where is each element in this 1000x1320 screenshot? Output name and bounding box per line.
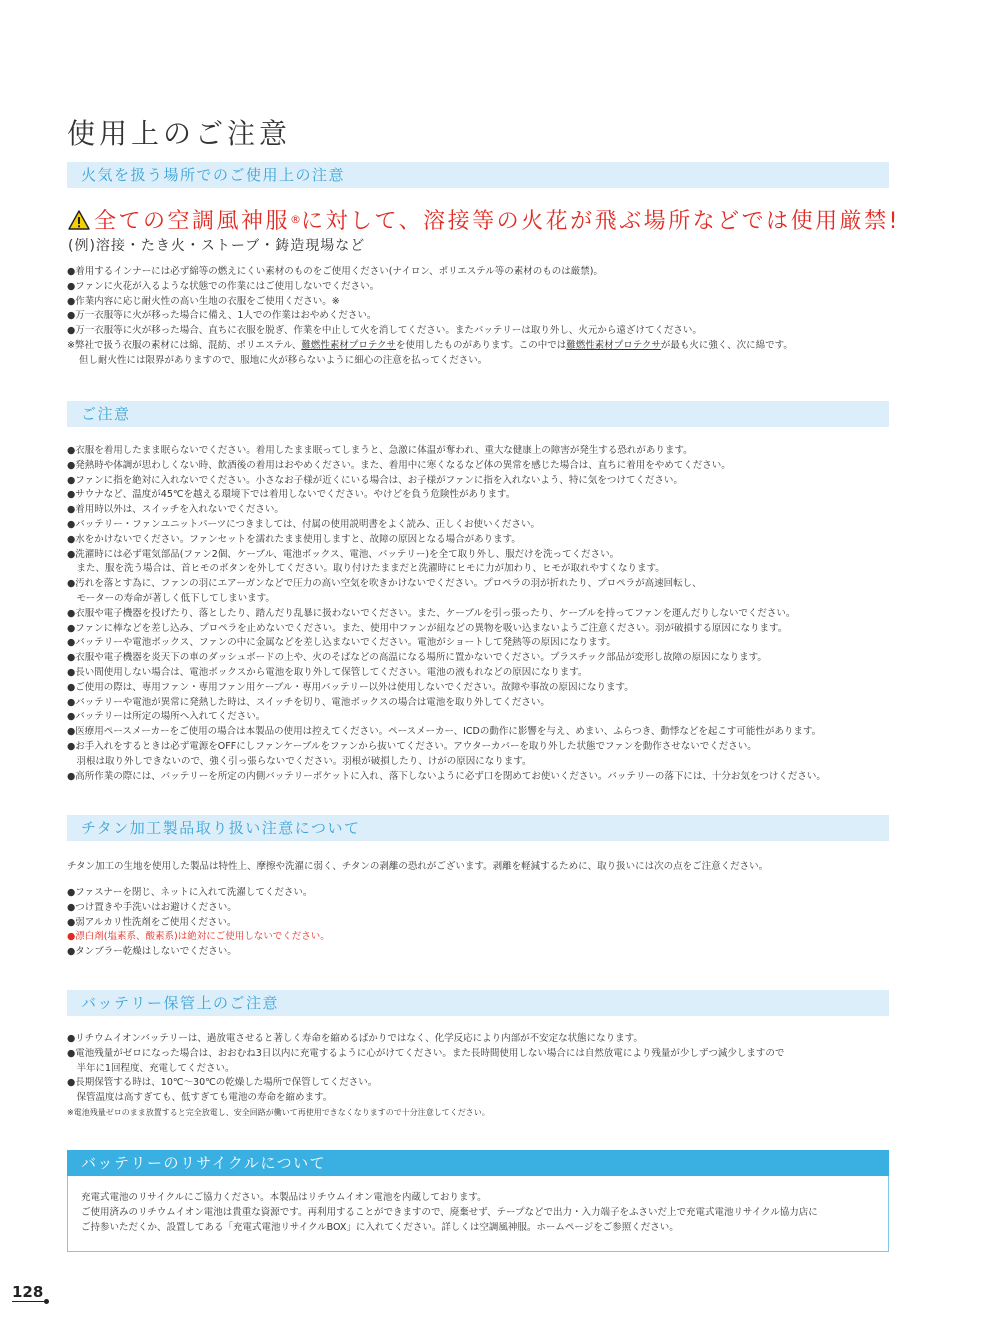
titanium-intro: チタン加工の生地を使用した製品は特性上、摩擦や洗濯に弱く、チタンの剥離の恐れがございます。剥離を軽減するために、取り扱いには次の点をご注意ください。 <box>67 861 769 872</box>
section-heading-recycle: バッテリーのリサイクルについて <box>67 1150 889 1176</box>
list-item: ●お手入れをするときは必ず電源をOFFにしファンケーブルをファンから抜いてください。アウターカバーを取り外した状態でファンを動作させないでください。 <box>67 740 757 752</box>
recycle-line: ご使用済みのリチウムイオン電池は貴重な資源です。再利用することができますので、廃棄せず、テープなどで出力・入力端子をふさいだ上で充電式電池リサイクル協力店に <box>81 1207 818 1219</box>
list-item: 羽根は取り外しできないので、強く引っ張らないでください。羽根が破損したり、けがの原因になります。 <box>67 755 532 767</box>
list-item: モーターの寿命が著しく低下してしまいます。 <box>67 592 275 604</box>
recycle-line: ご持参いただくか、設置してある「充電式電池リサイクルBOX」に入れてください。詳しくは空調風神服。ホームページをご参照ください。 <box>81 1222 679 1234</box>
section-heading-titanium: チタン加工製品取り扱い注意について <box>67 815 889 841</box>
list-item: ●着用時以外は、スイッチを入れないでください。 <box>67 504 284 516</box>
note-text: が最も火に強く、次に綿です。 <box>660 339 793 351</box>
battery-list <box>67 1032 902 1121</box>
warning-text-post: に対して、溶接等の火花が飛ぶ場所などでは使用厳禁! <box>301 209 900 234</box>
battery-note: ※電池残量ゼロのまま放置すると完全放電し、安全回路が働いて再使用できなくなりますので十分注意してください。 <box>67 1107 490 1117</box>
fire-list <box>67 265 902 369</box>
list-item-bleach-warning: ●漂白剤(塩素系、酸素系)は絶対にご使用しないでください。 <box>67 931 330 943</box>
fire-example: (例)溶接・たき火・ストーブ・鋳造現場など <box>68 238 366 254</box>
list-item: ●高所作業の際には、バッテリーを所定の内側バッテリーポケットに入れ、落下しないように必ず口を閉めてお使いください。バッテリーの落下には、十分お気をつけください。 <box>67 770 826 782</box>
list-item: ●水をかけないでください。ファンセットを濡れたまま使用しますと、故障の原因となる場合があります。 <box>67 533 521 545</box>
list-item: ●作業内容に応じ耐火性の高い生地の衣服をご使用ください。※ <box>67 295 340 307</box>
list-item: ●サウナなど、温度が45℃を越える環境下では着用しないでください。やけどを負う危険性があります。 <box>67 489 516 501</box>
list-item: 半年に1回程度、充電してください。 <box>67 1062 235 1074</box>
list-item: ●ファンに指を絶対に入れないでください。小さなお子様が近くにいる場合は、お子様がファンに指を入れないよう、特に気をつけてください。 <box>67 474 683 486</box>
page-title: 使用上のご注意 <box>67 117 292 150</box>
list-item: 但し耐火性には限界がありますので、服地に火が移らないように細心の注意を払ってください。 <box>79 354 488 366</box>
list-item: ●洗濯時には必ず電気部品(ファン2個、ケーブル、電池ボックス、電池、バッテリー)を全て取り外し、服だけを洗ってください。 <box>67 548 620 560</box>
list-item: ●ファンに棒などを差し込み、プロペラを止めないでください。また、使用中ファンが紐などの異物を吸い込まないようご注意ください。羽が破損する原因になります。 <box>67 622 788 634</box>
warning-triangle-icon <box>68 210 90 230</box>
list-item: ●衣服や電子機器を投げたり、落としたり、踏んだり乱暴に扱わないでください。また、ケーブルを引っ張ったり、ケーブルを持ってファンを運んだりしないでください。 <box>67 607 796 619</box>
list-item: また、服を洗う場合は、首ヒモのボタンを外してください。取り付けたままだと洗濯時にヒモに力が加わり、ヒモが取れやすくなります。 <box>67 563 665 575</box>
list-item: ●ご使用の際は、専用ファン・専用ファン用ケーブル・専用バッテリー以外は使用しないでください。故障や事故の原因になります。 <box>67 681 634 693</box>
list-item: ●弱アルカリ性洗剤をご使用ください。 <box>67 916 237 928</box>
section-heading-fire: 火気を扱う場所でのご使用上の注意 <box>67 162 889 188</box>
page-number-rule <box>12 1301 45 1302</box>
recycle-line: 充電式電池のリサイクルにご協力ください。本製品はリチウムイオン電池を内蔵しております。 <box>81 1192 487 1203</box>
list-item: ●バッテリーや電池が異常に発熱した時は、スイッチを切り、電池ボックスの場合は電池を取り外してください。 <box>67 696 550 708</box>
list-item: ●汚れを落とす為に、ファンの羽にエアーガンなどで圧力の高い空気を吹きかけないでください。プロペラの羽が折れたり、プロペラが高速回転し、 <box>67 578 702 590</box>
list-item: ●万一衣服等に火が移った場合、直ちに衣服を脱ぎ、作業を中止して火を消してください。またバッテリーは取り外し、火元から遠ざけてください。 <box>67 325 702 337</box>
titanium-list <box>67 886 902 960</box>
registered-mark: ® <box>290 213 302 226</box>
list-item: ●タンブラー乾燥はしないでください。 <box>67 946 237 958</box>
list-item: ●電池残量がゼロになった場合は、おおむね3日以内に充電するように心がけてください。また長時間使用しない場合には自然放電により残量が少しずつ減少しますので <box>67 1047 785 1059</box>
section-heading-battery: バッテリー保管上のご注意 <box>67 990 889 1016</box>
list-item: ●長い間使用しない場合は、電池ボックスから電池を取り外して保管してください。電池の液もれなどの原因になります。 <box>67 666 588 678</box>
recycle-text <box>81 1190 818 1236</box>
list-item: ●リチウムイオンバッテリーは、過放電させると著しく寿命を縮めるばかりではなく、化学反応により内部が不安定な状態になります。 <box>67 1033 643 1044</box>
section-heading-caution: ご注意 <box>67 401 889 427</box>
list-item: ●バッテリー・ファンユニットパーツにつきましては、付属の使用説明書をよく読み、正しくお使いください。 <box>67 518 541 530</box>
list-item: ●つけ置きや手洗いはお避けください。 <box>67 901 237 913</box>
fire-warning <box>68 204 900 235</box>
list-item: ●バッテリーや電池ボックス、ファンの中に金属などを差し込まないでください。電池がショートして発熱等の原因になります。 <box>67 637 616 649</box>
list-item: 保管温度は高すぎても、低すぎても電池の寿命を縮めます。 <box>67 1092 333 1104</box>
list-item: ●長期保管する時は、10℃〜30℃の乾燥した場所で保管してください。 <box>67 1077 378 1089</box>
list-item: ●発熱時や体調が思わしくない時、飲酒後の着用はおやめください。また、着用中に寒くなるなど体の異常を感じた場合は、直ちに着用をやめてください。 <box>67 459 731 471</box>
note-text: ※弊社で扱う衣服の素材には綿、混紡、ポリエステル、 <box>67 339 302 351</box>
list-item <box>67 339 902 354</box>
protexa-link-text: 難燃性素材プロテクサ <box>566 339 661 351</box>
caution-list <box>67 444 902 784</box>
warning-text-pre: 全ての空調風神服 <box>94 209 291 234</box>
protexa-link-text: 難燃性素材プロテクサ <box>301 339 396 351</box>
list-item: ●ファスナーを閉じ、ネットに入れて洗濯してください。 <box>67 887 313 898</box>
list-item: ●衣服や電子機器を炎天下の車のダッシュボードの上や、火のそばなどの高温になる場所に置かないでください。プラスチック部品が変形し故障の原因になります。 <box>67 652 767 664</box>
list-item: ●ファンに火花が入るような状態での作業にはご使用しないでください。 <box>67 280 380 292</box>
list-item: ●バッテリーは所定の場所へ入れてください。 <box>67 711 266 723</box>
list-item: ●万一衣服等に火が移った場合に備え、1人での作業はおやめください。 <box>67 310 377 322</box>
page-number-dot <box>44 1299 49 1304</box>
page-number: 128 <box>12 1283 44 1301</box>
list-item: ●着用するインナーには必ず綿等の燃えにくい素材のものをご使用ください(ナイロン、ポリエステル等の素材のものは厳禁)。 <box>67 266 603 277</box>
list-item: ●衣服を着用したまま眠らないでください。着用したまま眠ってしまうと、急激に体温が奪われ、重大な健康上の障害が発生する恐れがあります。 <box>67 445 693 456</box>
note-text: を使用したものがあります。この中では <box>395 339 567 351</box>
list-item: ●医療用ペースメーカーをご使用の場合は本製品の使用は控えてください。ペースメーカー、ICDの動作に影響を与え、めまい、ふらつき、動悸などを起こす可能性があります。 <box>67 726 822 738</box>
